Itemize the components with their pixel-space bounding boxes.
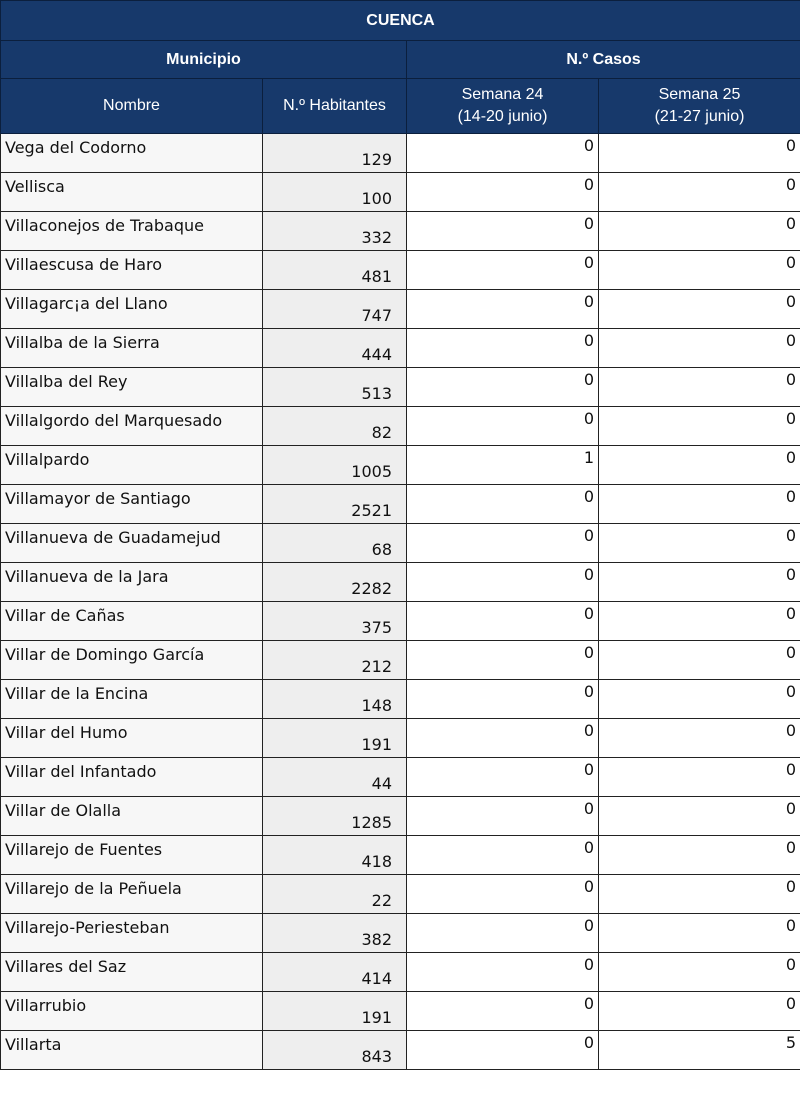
cases-week25-cell: 0	[599, 368, 800, 407]
table-body	[1, 134, 800, 1070]
population-cell: 82	[263, 407, 407, 446]
cases-week24-cell: 0	[407, 875, 599, 914]
population-cell: 513	[263, 368, 407, 407]
table-row	[1, 602, 800, 641]
table-row	[1, 641, 800, 680]
table-row	[1, 563, 800, 602]
table-row	[1, 992, 800, 1031]
cases-week24-cell: 0	[407, 173, 599, 212]
cases-week24-cell: 0	[407, 641, 599, 680]
cases-week24-cell: 0	[407, 407, 599, 446]
cases-week24-cell: 0	[407, 368, 599, 407]
column-header-habitantes: N.º Habitantes	[263, 79, 407, 134]
cases-week25-cell: 0	[599, 563, 800, 602]
week25-label: Semana 25	[658, 86, 741, 103]
table-row	[1, 914, 800, 953]
table-row	[1, 251, 800, 290]
cases-week25-cell: 0	[599, 953, 800, 992]
municipality-name-cell: Villalba de la Sierra	[1, 329, 263, 368]
table-row	[1, 446, 800, 485]
cases-week25-cell: 0	[599, 212, 800, 251]
group-header-casos: N.º Casos	[407, 41, 800, 79]
population-cell: 129	[263, 134, 407, 173]
week25-dates: (21-27 junio)	[654, 108, 745, 125]
cases-week24-cell: 1	[407, 446, 599, 485]
municipality-name-cell: Villar del Humo	[1, 719, 263, 758]
population-cell: 1285	[263, 797, 407, 836]
municipality-name-cell: Villanueva de la Jara	[1, 563, 263, 602]
cases-week24-cell: 0	[407, 212, 599, 251]
table-row	[1, 797, 800, 836]
table-row	[1, 407, 800, 446]
cases-week25-cell: 0	[599, 992, 800, 1031]
cases-week25-cell: 0	[599, 407, 800, 446]
population-cell: 414	[263, 953, 407, 992]
municipality-name-cell: Vellisca	[1, 173, 263, 212]
table-row	[1, 875, 800, 914]
municipality-name-cell: Villar de Cañas	[1, 602, 263, 641]
municipality-name-cell: Villalba del Rey	[1, 368, 263, 407]
cases-week25-cell: 0	[599, 290, 800, 329]
population-cell: 68	[263, 524, 407, 563]
municipality-name-cell: Villarejo de Fuentes	[1, 836, 263, 875]
municipality-name-cell: Villarejo-Periesteban	[1, 914, 263, 953]
cases-week24-cell: 0	[407, 719, 599, 758]
population-cell: 44	[263, 758, 407, 797]
week24-dates: (14-20 junio)	[457, 108, 548, 125]
municipality-name-cell: Villar de Domingo García	[1, 641, 263, 680]
municipality-name-cell: Villar del Infantado	[1, 758, 263, 797]
cases-week25-cell: 0	[599, 680, 800, 719]
municipality-name-cell: Villaescusa de Haro	[1, 251, 263, 290]
municipality-name-cell: Villarrubio	[1, 992, 263, 1031]
municipality-name-cell: Villares del Saz	[1, 953, 263, 992]
municipality-name-cell: Villalgordo del Marquesado	[1, 407, 263, 446]
cases-week25-cell: 0	[599, 719, 800, 758]
population-cell: 212	[263, 641, 407, 680]
population-cell: 148	[263, 680, 407, 719]
cases-week25-cell: 0	[599, 641, 800, 680]
table-row	[1, 212, 800, 251]
cases-week24-cell: 0	[407, 914, 599, 953]
cases-week25-cell: 0	[599, 836, 800, 875]
cases-week24-cell: 0	[407, 290, 599, 329]
table-row	[1, 1031, 800, 1070]
population-cell: 747	[263, 290, 407, 329]
municipality-name-cell: Villagarc¡a del Llano	[1, 290, 263, 329]
cases-week25-cell: 0	[599, 875, 800, 914]
municipality-name-cell: Villar de Olalla	[1, 797, 263, 836]
cases-week24-cell: 0	[407, 563, 599, 602]
cases-week25-cell: 5	[599, 1031, 800, 1070]
table-row	[1, 134, 800, 173]
cases-week24-cell: 0	[407, 134, 599, 173]
group-header-municipio: Municipio	[1, 41, 407, 79]
column-header-nombre: Nombre	[1, 79, 263, 134]
population-cell: 2521	[263, 485, 407, 524]
cases-week25-cell: 0	[599, 251, 800, 290]
population-cell: 843	[263, 1031, 407, 1070]
cases-week24-cell: 0	[407, 1031, 599, 1070]
population-cell: 191	[263, 719, 407, 758]
municipality-name-cell: Villarta	[1, 1031, 263, 1070]
cases-week25-cell: 0	[599, 446, 800, 485]
table-row	[1, 953, 800, 992]
municipality-name-cell: Villarejo de la Peñuela	[1, 875, 263, 914]
population-cell: 418	[263, 836, 407, 875]
cases-week25-cell: 0	[599, 602, 800, 641]
population-cell: 191	[263, 992, 407, 1031]
cases-week25-cell: 0	[599, 524, 800, 563]
municipality-name-cell: Villanueva de Guadamejud	[1, 524, 263, 563]
population-cell: 481	[263, 251, 407, 290]
column-header-week25	[599, 79, 800, 134]
cases-week24-cell: 0	[407, 251, 599, 290]
population-cell: 375	[263, 602, 407, 641]
population-cell: 332	[263, 212, 407, 251]
cases-week24-cell: 0	[407, 992, 599, 1031]
cases-week24-cell: 0	[407, 602, 599, 641]
population-cell: 100	[263, 173, 407, 212]
cases-week24-cell: 0	[407, 758, 599, 797]
cases-week25-cell: 0	[599, 173, 800, 212]
municipality-name-cell: Villaconejos de Trabaque	[1, 212, 263, 251]
column-header-week24	[407, 79, 599, 134]
table-row	[1, 719, 800, 758]
population-cell: 2282	[263, 563, 407, 602]
cases-week24-cell: 0	[407, 680, 599, 719]
table-row	[1, 524, 800, 563]
cases-week25-cell: 0	[599, 797, 800, 836]
municipality-name-cell: Villalpardo	[1, 446, 263, 485]
table-row	[1, 329, 800, 368]
municipality-name-cell: Villamayor de Santiago	[1, 485, 263, 524]
cases-week24-cell: 0	[407, 953, 599, 992]
cases-week25-cell: 0	[599, 134, 800, 173]
population-cell: 1005	[263, 446, 407, 485]
week24-label: Semana 24	[461, 86, 544, 103]
cases-week24-cell: 0	[407, 485, 599, 524]
cases-week25-cell: 0	[599, 329, 800, 368]
cases-week25-cell: 0	[599, 485, 800, 524]
cases-week24-cell: 0	[407, 836, 599, 875]
population-cell: 382	[263, 914, 407, 953]
table-row	[1, 836, 800, 875]
cases-week24-cell: 0	[407, 797, 599, 836]
table-row	[1, 368, 800, 407]
table-row	[1, 290, 800, 329]
population-cell: 22	[263, 875, 407, 914]
cases-week24-cell: 0	[407, 524, 599, 563]
population-cell: 444	[263, 329, 407, 368]
municipality-name-cell: Vega del Codorno	[1, 134, 263, 173]
municipality-name-cell: Villar de la Encina	[1, 680, 263, 719]
province-title: CUENCA	[1, 1, 800, 41]
table-row	[1, 680, 800, 719]
cases-week24-cell: 0	[407, 329, 599, 368]
table-row	[1, 173, 800, 212]
cases-week25-cell: 0	[599, 914, 800, 953]
cases-week25-cell: 0	[599, 758, 800, 797]
table-row	[1, 485, 800, 524]
table-row	[1, 758, 800, 797]
